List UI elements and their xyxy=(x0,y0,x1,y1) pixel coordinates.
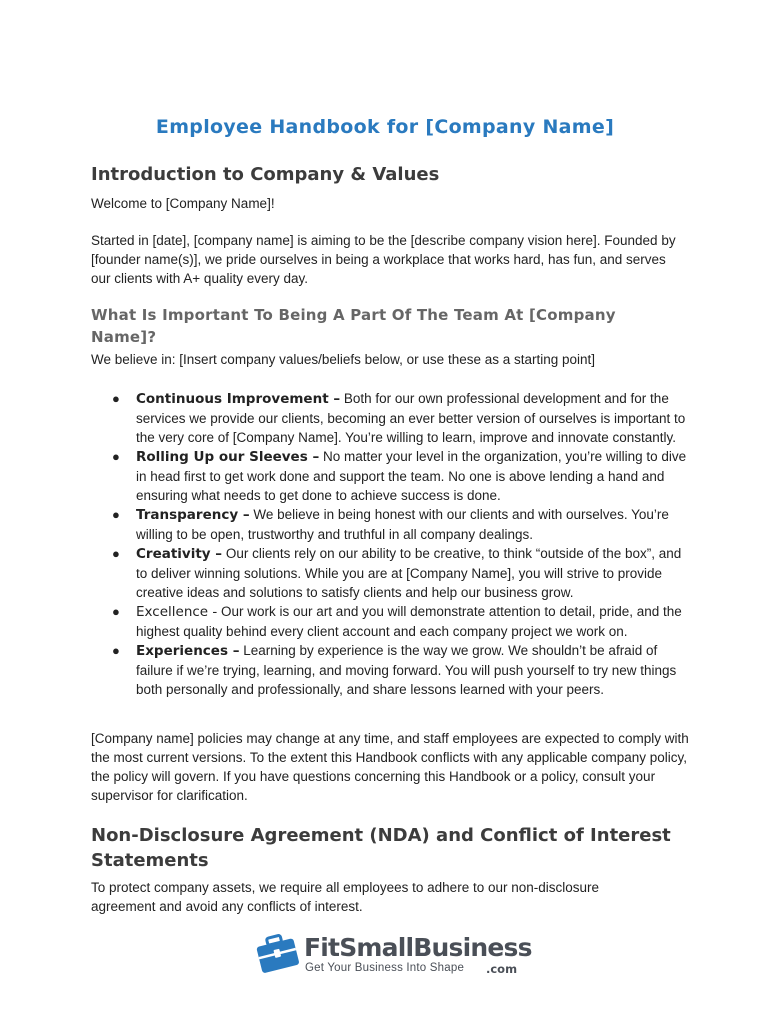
logo-tagline: Get Your Business Into Shape xyxy=(305,962,465,974)
logo-dotcom: .com xyxy=(486,962,518,976)
company-started-paragraph: Started in [date], [company name] is aiming to be the [describe company vision here]. Founded by [founder name(s)], we pride ourselves in being a workplace that works hard, has fun, and serves our clients with A+ quality every day. xyxy=(91,233,676,286)
team-heading: What Is Important To Being A Part Of The Team At [Company Name]? xyxy=(91,306,616,346)
value-text: Learning by experience is the way we grow. We shouldn’t be afraid of failure if we’re trying, learning, and moving forward. You will push yourself to try new things both personally and professionally, and share lessons learned with your peers. xyxy=(136,643,677,697)
nda-heading: Non-Disclosure Agreement (NDA) and Conflict of Interest Statements xyxy=(91,825,671,871)
value-item-creativity xyxy=(112,544,687,602)
value-item-experiences xyxy=(112,641,687,699)
value-item-excellence xyxy=(112,602,687,641)
value-term: Transparency – xyxy=(136,507,250,523)
bullet-icon: ● xyxy=(112,507,120,522)
value-term: Excellence - xyxy=(136,604,218,620)
intro-heading: Introduction to Company & Values xyxy=(91,164,440,185)
logo-wordmark: FitSmallBusiness xyxy=(304,933,532,962)
value-term: Continuous Improvement – xyxy=(136,391,341,407)
bullet-icon: ● xyxy=(112,643,120,658)
nda-paragraph: To protect company assets, we require all employees to adhere to our non-disclosure agreement and avoid any conflicts of interest. xyxy=(91,880,600,914)
bullet-icon: ● xyxy=(112,391,120,406)
value-item-continuous-improvement xyxy=(112,389,687,447)
value-item-transparency xyxy=(112,505,687,544)
value-text: Our work is our art and you will demonstrate attention to detail, pride, and the highest quality behind every client account and each company project we work on. xyxy=(136,604,682,639)
beliefs-intro: We believe in: [Insert company values/beliefs below, or use these as a starting point] xyxy=(91,352,596,367)
briefcase-icon xyxy=(256,932,302,976)
bullet-icon: ● xyxy=(112,604,120,619)
value-text: Both for our own professional development and for the services we provide our clients, becoming an ever better version of ourselves is important to the very core of [Company Name]. You’re willing to learn, improve and innovate constantly. xyxy=(136,391,686,445)
bullet-icon: ● xyxy=(112,546,120,561)
values-list xyxy=(112,389,687,699)
value-term: Rolling Up our Sleeves – xyxy=(136,449,320,465)
value-term: Experiences – xyxy=(136,643,240,659)
value-text: No matter your level in the organization, you’re willing to dive in head first to get work done and support the team. No one is above lending a hand and ensuring what needs to get done to achieve success is done. xyxy=(136,449,687,503)
welcome-text: Welcome to [Company Name]! xyxy=(91,196,275,211)
fitsmallbusiness-logo xyxy=(256,932,532,980)
bullet-icon: ● xyxy=(112,449,120,464)
value-text: Our clients rely on our ability to be creative, to think “outside of the box”, and to deliver winning solutions. While you are at [Company Name], you will strive to provide creative ideas and solutions to satisfy clients and help our business grow. xyxy=(136,546,682,600)
document-title: Employee Handbook for [Company Name] xyxy=(155,116,615,138)
value-term: Creativity – xyxy=(136,546,223,562)
policy-paragraph: [Company name] policies may change at any time, and staff employees are expected to comply with the most current versions. To the extent this Handbook conflicts with any applicable company policy, the policy will govern. If you have questions concerning this Handbook or a policy, consult your supervisor for clarification. xyxy=(91,731,689,803)
value-item-rolling-up-sleeves xyxy=(112,447,687,505)
value-text: We believe in being honest with our clients and with ourselves. You’re willing to be open, trustworthy and truthful in all company dealings. xyxy=(136,507,669,542)
